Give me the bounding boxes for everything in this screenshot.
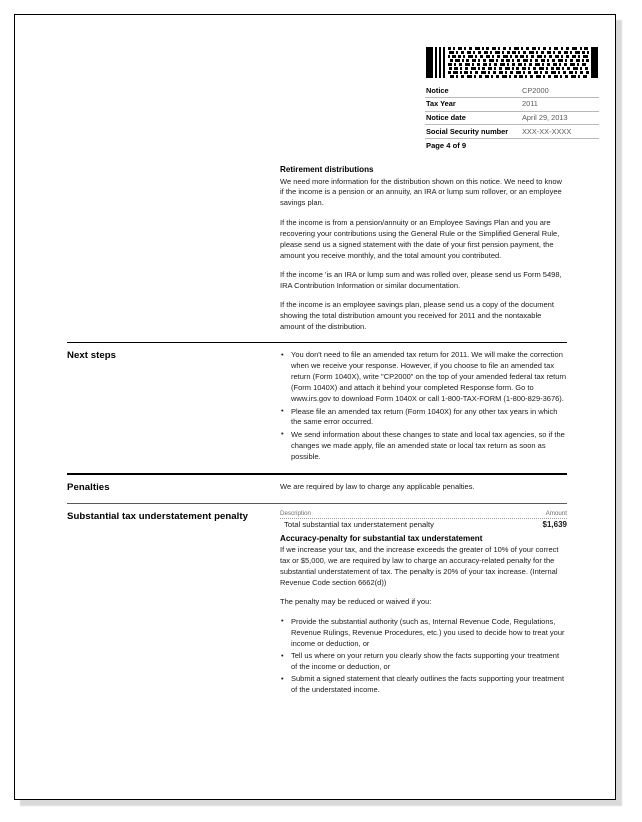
list-item: • Please file an amended tax return (Form 1040X) for any other tax years in which the same error occurred. (280, 407, 567, 429)
accuracy-penalty-subheading: Accuracy-penalty for substantial tax understatement (280, 533, 483, 543)
table-row (280, 519, 567, 531)
retirement-distributions-title: Retirement distributions (280, 165, 374, 174)
list-item: • You don't need to file an amended tax return for 2011. We will make the correction when we receive your response. However, if you choose to file an amended tax return (Form 1040X), write "CP2000" on the top of your amended federal tax return (Form 1040X) and attach it behind your completed Response form. Go to www.irs.gov to download Form 1040X or call 1-800-TAX-FORM (1-800-829-3676). (280, 350, 567, 405)
section-penalties (67, 475, 567, 503)
page-number: Page 4 of 9 (426, 141, 467, 151)
section-next-steps (67, 343, 567, 473)
retirement-paragraph-2: If the income is from a pension/annuity or an Employee Savings Plan and you are recovering your contributions using the General Rule or the Simplified General Rule, please send us a signed statement with the date of your first pension payment, the amount you receive monthly, and the total amount you contributed. (280, 217, 560, 260)
column-header-amount: Amount (545, 509, 567, 517)
notice-header-block (425, 47, 599, 151)
list-item: • Tell us where on your return you clearly show the facts supporting your treatment of the income or deduction, or (280, 651, 567, 673)
retirement-paragraph-4: If the income is an employee savings plan, please send us a copy of the document showing the total distribution amount you received for 2011 and the nontaxable amount of the distribution. (280, 300, 554, 332)
table-row (425, 125, 599, 139)
tax-year-label: Tax Year (425, 97, 518, 111)
retirement-paragraph-3: If the income 'is an IRA or lump sum and was rolled over, please send us Form 5498, IRA Contribution Information or similar documentation. (280, 270, 562, 291)
penalties-text: We are required by law to charge any applicable penalties. (280, 481, 475, 491)
list-item: • Provide the substantial authority (such as, Internal Revenue Code, Regulations, Revenue Rulings, Revenue Procedures, etc.) you used to decide how to treat your income or deduction, or (280, 617, 567, 650)
notice-date-value: April 29, 2013 (518, 111, 599, 125)
list-item: • We send information about these changes to state and local tax agencies, so if the changes we made apply, file an amended state or local tax return as soon as possible. (280, 430, 567, 463)
next-steps-list (280, 350, 567, 462)
column-header-description: Description (280, 509, 311, 517)
list-item: • Submit a signed statement that clearly outlines the facts supporting your treatment of the understated income. (280, 674, 567, 696)
notice-summary-table (425, 84, 599, 139)
table-row (425, 84, 599, 97)
penalty-waiver-list (280, 617, 567, 697)
table-row (425, 111, 599, 125)
notice-label: Notice (425, 84, 518, 97)
retirement-paragraph-1: We need more information for the distribution shown on this notice. We need to know if the income is a pension or an annuity, an IRA or lump sum rollover, or an employee savings plan. (280, 176, 562, 208)
tax-year-value: 2011 (518, 97, 599, 111)
notice-page (14, 14, 616, 800)
ssn-value: XXX-XX-XXXX (518, 125, 599, 139)
table-row (425, 97, 599, 111)
penalties-title: Penalties (67, 481, 110, 493)
amount-table-header (280, 511, 567, 519)
ssn-label: Social Security number (425, 125, 518, 139)
next-steps-title: Next steps (67, 350, 117, 362)
notice-value: CP2000 (518, 84, 599, 97)
section-retirement-distributions (67, 165, 567, 342)
pdf417-barcode (425, 47, 599, 78)
understatement-penalty-title: Substantial tax understatement penalty (67, 510, 249, 522)
document-content (67, 165, 567, 707)
penalty-description: Total substantial tax understatement penalty (284, 520, 434, 530)
penalty-amount: $1,639 (542, 520, 567, 530)
section-understatement-penalty (67, 504, 567, 707)
understatement-paragraph-1: If we increase your tax, and the increase exceeds the greater of 10% of your correct tax or $5,000, we are required by law to charge an accuracy-related penalty for the substantial understatement of tax. The penalty is 20% of your tax increase. (Internal Revenue Code section 6662(d)) (280, 545, 559, 587)
understatement-paragraph-2: The penalty may be reduced or waived if you: (280, 597, 432, 607)
notice-date-label: Notice date (425, 111, 518, 125)
